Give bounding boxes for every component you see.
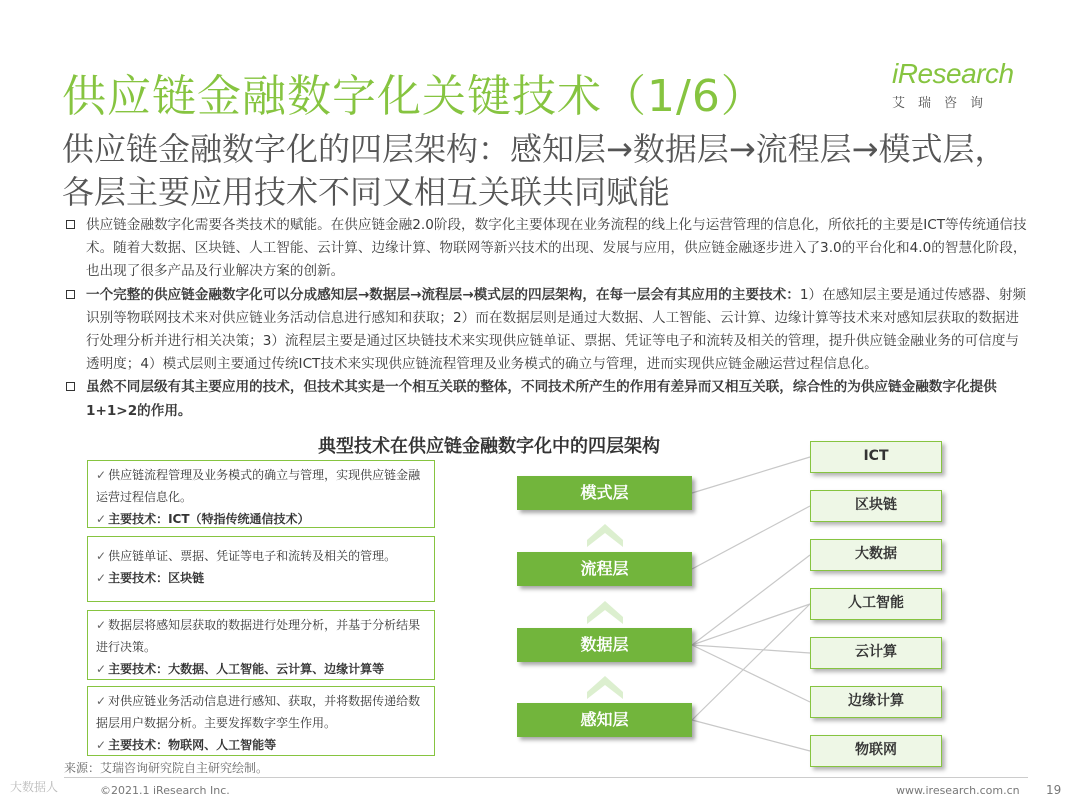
layer-data: 数据层 (517, 628, 692, 662)
bullet-bold-text: 一个完整的供应链金融数字化可以分成感知层→数据层→流程层→模式层的四层架构，在每一层会有其应用的主要技术： (86, 286, 800, 303)
layer-process: 流程层 (517, 552, 692, 586)
diagram-title: 典型技术在供应链金融数字化中的四层架构 (318, 436, 660, 457)
tech-blockchain: 区块链 (810, 490, 942, 522)
main-tech-text (96, 734, 426, 756)
tech-ict: ICT (810, 441, 942, 473)
connector-line (692, 645, 810, 653)
description-line: 数据层将感知层获取的数据进行处理分析，并基于分析结果进行决策。 (96, 618, 421, 654)
check-icon: ✓ (96, 549, 107, 563)
source-note: 来源：艾瑞咨询研究院自主研究绘制。 (64, 761, 269, 775)
bullet-text: 1）在感知层主要是通过传感器、射频识别等物联网技术来对供应链业务活动信息进行感知和获取；2）而在数据层则是通过大数据、人工智能、云计算、边缘计算等技术来对感知层获取的数据进行处理分析并进行相关决策；3）流程层主要是通过区块链技术来实现供应链单证、票据、凭证等电子和流转及相关的管理，提升供应链金融业务的可信度与透明度；4）模式层则主要通过传统ICT技术来实现供应链流程管理及业务模式的确立与管理，进而实现供应链金融运营过程信息化。 (86, 286, 1027, 373)
tech-edge: 边缘计算 (810, 686, 942, 718)
logo-subtitle: 艾瑞咨询 (892, 96, 997, 111)
logo-brand: iResearch (892, 58, 1014, 89)
layer-description-box (87, 686, 435, 756)
check-icon: ✓ (96, 468, 107, 482)
layer-description-box (87, 536, 435, 602)
check-icon: ✓ (96, 618, 107, 632)
layer-perception: 感知层 (517, 703, 692, 737)
description-line: 供应链流程管理及业务模式的确立与管理，实现供应链金融运营过程信息化。 (96, 468, 421, 504)
footer-divider (64, 777, 1028, 778)
tech-line: 主要技术：大数据、人工智能、云计算、边缘计算等 (108, 662, 385, 676)
page-subtitle: 供应链金融数字化的四层架构：感知层→数据层→流程层→模式层，各层主要应用技术不同又相互关联共同赋能 (62, 130, 1007, 211)
page-number: 19 (1046, 783, 1062, 797)
check-icon: ✓ (96, 738, 107, 752)
check-icon: ✓ (96, 694, 107, 708)
connector-line (692, 555, 810, 645)
layer-model: 模式层 (517, 476, 692, 510)
up-chevron-icon (587, 524, 623, 547)
connector-line (692, 506, 810, 569)
tech-iot: 物联网 (810, 735, 942, 767)
check-icon: ✓ (96, 512, 107, 526)
main-tech-text (96, 508, 426, 530)
description-text (96, 690, 426, 734)
connector-line (692, 604, 810, 645)
tech-big-data: 大数据 (810, 539, 942, 571)
footer-url: www.iresearch.com.cn (896, 784, 1020, 797)
watermark: 大数据人 (10, 780, 59, 794)
tech-cloud: 云计算 (810, 637, 942, 669)
connector-line (692, 720, 810, 751)
tech-line: 主要技术：物联网、人工智能等 (108, 738, 277, 752)
check-icon: ✓ (96, 571, 107, 585)
layer-description-box (87, 610, 435, 680)
description-text (96, 464, 426, 508)
bullet-bold-text: 虽然不同层级有其主要应用的技术，但技术其实是一个相互关联的整体，不同技术所产生的作用有差异而又相互关联，综合性的为供应链金融数字化提供1+1>2的作用。 (86, 379, 997, 419)
page-title: 供应链金融数字化关键技术（1/6） (62, 71, 766, 122)
connector-line (692, 645, 810, 702)
description-text (96, 614, 426, 658)
bullet-text: 供应链金融数字化需要各类技术的赋能。在供应链金融2.0阶段，数字化主要体现在业务流程的线上化与运营管理的信息化，所依托的主要是ICT等传统通信技术。随着大数据、区块链、人工智能、云计算、边缘计算、物联网等新兴技术的出现、发展与应用，供应链金融逐步进入了3.0的平台化和4.0的智慧化阶段，也出现了很多产品及行业解决方案的创新。 (86, 217, 1027, 280)
description-text (96, 545, 426, 567)
tech-line: 主要技术：ICT（特指传统通信技术） (108, 512, 310, 526)
up-chevron-icon (587, 676, 623, 699)
connector-line (692, 457, 810, 493)
main-tech-text (96, 658, 426, 680)
layer-description-box (87, 460, 435, 528)
description-line: 对供应链业务活动信息进行感知、获取，并将数据传递给数据层用户数据分析。主要发挥数字孪生作用。 (96, 694, 421, 730)
footer-copyright: ©2021.1 iResearch Inc. (100, 784, 230, 797)
up-chevron-icon (587, 601, 623, 624)
main-tech-text (96, 567, 426, 589)
check-icon: ✓ (96, 662, 107, 676)
connector-line (692, 604, 810, 720)
tech-ai: 人工智能 (810, 588, 942, 620)
description-line: 供应链单证、票据、凭证等电子和流转及相关的管理。 (108, 549, 397, 563)
tech-line: 主要技术：区块链 (108, 571, 205, 585)
